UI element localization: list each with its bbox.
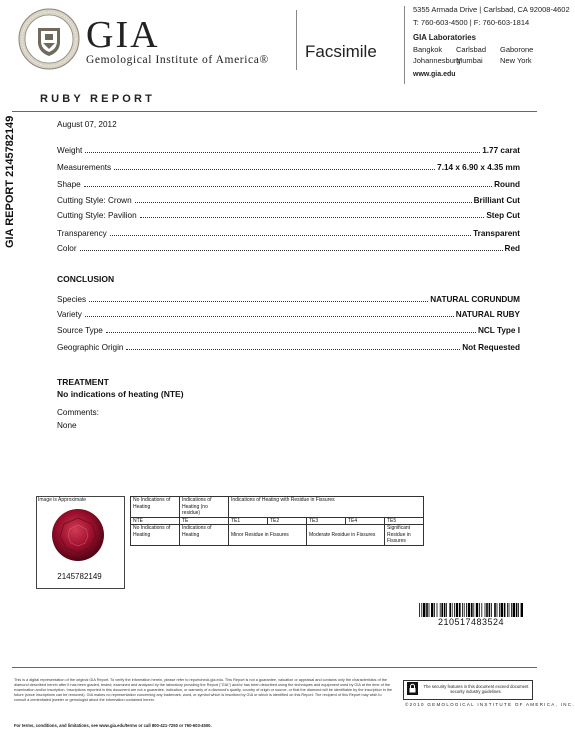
table-cell: TE1 bbox=[229, 517, 268, 525]
leader-dots bbox=[114, 169, 435, 170]
heating-indications-table bbox=[130, 496, 424, 546]
leader-dots bbox=[135, 202, 472, 203]
header-rule bbox=[12, 111, 537, 112]
lab-city: Mumbai bbox=[456, 56, 483, 65]
website-link[interactable]: www.gia.edu bbox=[413, 71, 456, 78]
disclaimer-text: This is a digital representation of the original GIA Report. To verify the information herein, please refer to reportcheck.gia.edu. This Report is not a guarantee, valuation or appraisal and contains only the characteristics of the diamond described herein after it has been graded, tested, examined and analyzed by the laboratory providing the Report ("GIA") and/or has been described using the techniques and equipment used by GIA at the time of the examination and/or inscription. Inscriptions reported in this document are not a guarantee, indication, or warranty of a diamond's quality, country of origin or source, or that the diamond will be identifiable by the inscription in the future (since inscriptions can be removed). GIA makes no representation concerning any trademark, word, or symbol which is inscribed by GIA or which is identified on this Report. The recipient of this Report may wish to consult a credentialed jeweler or gemologist about the information contained herein. bbox=[14, 678, 393, 702]
leader-dots bbox=[110, 235, 471, 236]
conclusion-label: Species bbox=[57, 295, 87, 304]
spec-value: 1.77 carat bbox=[482, 146, 520, 155]
conclusion-row-source-type bbox=[57, 323, 520, 335]
report-number-side-label: GIA REPORT 2145782149 bbox=[4, 115, 16, 248]
image-report-number: 2145782149 bbox=[57, 572, 102, 581]
spec-label: Shape bbox=[57, 180, 81, 189]
contact-line: For terms, conditions, and limitations, see www.gia.edu/terms or call 800-421-7250 or 760-603-4500. bbox=[14, 723, 212, 728]
conclusion-value: NCL Type I bbox=[477, 326, 520, 335]
leader-dots bbox=[85, 316, 454, 317]
table-cell: TE2 bbox=[268, 517, 307, 525]
leader-dots bbox=[85, 152, 480, 153]
gia-seal-logo bbox=[18, 8, 80, 70]
conclusion-row-geographic-origin bbox=[57, 340, 520, 352]
facsimile-label: Facsimile bbox=[305, 42, 377, 61]
table-cell: No Indications of Heating bbox=[131, 525, 180, 546]
spec-value: 7.14 x 6.90 x 4.35 mm bbox=[437, 163, 520, 172]
spec-label: Cutting Style: Pavilion bbox=[57, 211, 137, 220]
lab-city: Bangkok bbox=[413, 45, 443, 54]
spec-label: Transparency bbox=[57, 229, 107, 238]
labs-title: GIA Laboratories bbox=[413, 33, 476, 42]
gia-wordmark: GIA bbox=[86, 14, 160, 56]
table-cell: Indications of Heating (no residue) bbox=[180, 497, 229, 518]
spec-value: Round bbox=[494, 180, 520, 189]
conclusion-row-variety bbox=[57, 307, 520, 319]
spec-label: Measurements bbox=[57, 163, 112, 172]
image-approximate-label: Image is Approximate bbox=[38, 497, 87, 503]
table-row bbox=[131, 497, 424, 518]
conclusion-label: Geographic Origin bbox=[57, 343, 124, 352]
table-cell: TE3 bbox=[307, 517, 346, 525]
table-cell: No Indications of Heating bbox=[131, 497, 180, 518]
conclusion-label: Source Type bbox=[57, 326, 103, 335]
phone-line: T: 760-603-4500 | F: 760-603-1814 bbox=[413, 18, 530, 27]
table-cell: Moderate Residue in Fissures bbox=[307, 525, 385, 546]
table-cell: TE bbox=[180, 517, 229, 525]
leader-dots bbox=[84, 186, 492, 187]
spec-label: Cutting Style: Crown bbox=[57, 196, 132, 205]
copyright: ©2010 GEMOLOGICAL INSTITUTE OF AMERICA, INC. bbox=[405, 702, 575, 707]
table-cell: TE5 bbox=[385, 517, 424, 525]
leader-dots bbox=[140, 217, 485, 218]
spec-value: Transparent bbox=[473, 229, 520, 238]
spec-row-color bbox=[57, 241, 520, 253]
table-row bbox=[131, 525, 424, 546]
conclusion-heading: CONCLUSION bbox=[57, 274, 115, 284]
table-cell: Significant Residue in Fissures bbox=[385, 525, 424, 546]
spec-row-cutting-pavilion bbox=[57, 208, 520, 220]
spec-label: Color bbox=[57, 244, 77, 253]
table-cell: Minor Residue in Fissures bbox=[229, 525, 307, 546]
security-notice-text: The security features in this document exceed document security industry guidelines. bbox=[423, 684, 529, 694]
conclusion-value: Not Requested bbox=[462, 343, 520, 352]
spec-label: Weight bbox=[57, 146, 83, 155]
spec-value: Step Cut bbox=[486, 211, 520, 220]
treatment-value: No indications of heating (NTE) bbox=[57, 389, 184, 399]
address-line: 5355 Armada Drive | Carlsbad, CA 92008-4602 bbox=[413, 5, 570, 14]
lab-city: Johannesburg bbox=[413, 56, 461, 65]
footer-rule bbox=[12, 667, 537, 668]
leader-dots bbox=[89, 301, 428, 302]
institute-name: Gemological Institute of America® bbox=[86, 54, 269, 66]
leader-dots bbox=[126, 349, 460, 350]
table-row bbox=[131, 517, 424, 525]
table-cell: TE4 bbox=[346, 517, 385, 525]
conclusion-row-species bbox=[57, 292, 520, 304]
spec-row-shape bbox=[57, 177, 520, 189]
conclusion-label: Variety bbox=[57, 310, 82, 319]
conclusion-value: NATURAL CORUNDUM bbox=[430, 295, 520, 304]
spec-value: Brilliant Cut bbox=[473, 196, 520, 205]
table-cell: Indications of Heating bbox=[180, 525, 229, 546]
leader-dots bbox=[80, 250, 503, 251]
lock-icon bbox=[407, 682, 418, 695]
spec-row-transparency bbox=[57, 226, 520, 238]
comments-label: Comments: bbox=[57, 408, 99, 417]
lab-city: New York bbox=[500, 56, 532, 65]
leader-dots bbox=[106, 332, 476, 333]
conclusion-value: NATURAL RUBY bbox=[455, 310, 520, 319]
table-cell: NTE bbox=[131, 517, 180, 525]
spec-value: Red bbox=[504, 244, 520, 253]
barcode bbox=[419, 603, 523, 617]
report-type-title: RUBY REPORT bbox=[40, 93, 156, 105]
spec-row-weight bbox=[57, 143, 520, 155]
lab-city: Carlsbad bbox=[456, 45, 487, 54]
lab-city: Gaborone bbox=[500, 45, 534, 54]
treatment-heading: TREATMENT bbox=[57, 377, 109, 387]
spec-row-measurements bbox=[57, 160, 520, 172]
header-divider bbox=[404, 6, 405, 84]
comments-value: None bbox=[57, 421, 77, 430]
barcode-number: 210517483524 bbox=[437, 617, 505, 627]
header-divider bbox=[296, 10, 297, 70]
table-cell: Indications of Heating with Residue in Fissures bbox=[229, 497, 424, 518]
spec-row-cutting-crown bbox=[57, 193, 520, 205]
ruby-stone-image bbox=[48, 506, 108, 564]
report-date: August 07, 2012 bbox=[57, 120, 117, 129]
